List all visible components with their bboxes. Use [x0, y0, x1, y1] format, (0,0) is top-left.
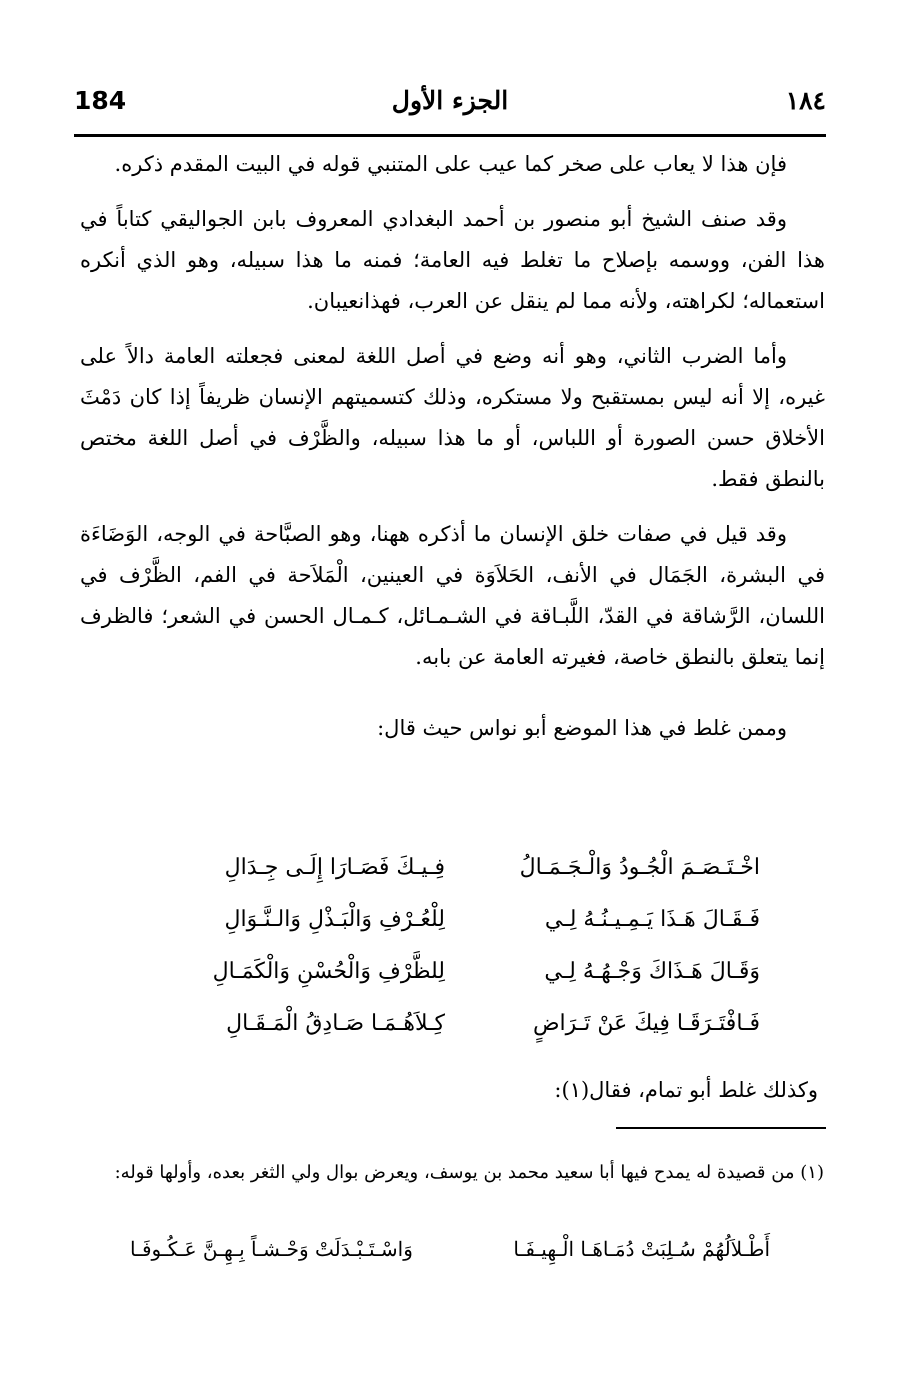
verse-second-hemistich: وَاسْـتَـبْـدَلَتْ وَحْـشـاً بِـهِـنَّ عَـكُـوفَـا: [130, 1237, 413, 1261]
verse-second-hemistich: لِلْعُـرْفِ وَالْبَـذْلِ وَالـنَّـوَالِ: [224, 907, 445, 932]
verse-first-hemistich: فَـافْتَـرَقَـا فِيكَ عَنْ تَـرَاضٍ: [532, 1011, 760, 1036]
page-number-latin: 184: [74, 86, 127, 115]
verse-second-hemistich: فِـيـكَ فَصَـارَا إِلَـى جِـدَالِ: [224, 855, 445, 880]
page-number-arabic: ١٨٤: [785, 86, 826, 115]
verse-line: [160, 998, 760, 1050]
paragraph: وممن غلط في هذا الموضع أبو نواس حيث قال:: [377, 716, 787, 740]
main-text: [80, 144, 825, 763]
footnote-rule: [616, 1127, 826, 1129]
paragraph: وقد قيل في صفات خلق الإنسان ما أذكره ههنا، وهو الصبَّاحة في الوجه، الوَضَاءَة في البشرة، الجَمَال في الأنف، الحَلاَوَة في العينين، الْمَلاَحة في الفم، الظَّرْف في اللسان، الرَّشاقة في القدّ، اللَّبـاقة في الشـمـائل، كـمـال الحسن في الشعر؛ فالظرف إنما يتعلق بالنطق خاصة، فغيرته العامة عن بابه.: [80, 522, 825, 669]
poem: [160, 842, 760, 1050]
page-title: الجزء الأول: [391, 86, 509, 115]
header-rule: [74, 134, 826, 137]
page-header: [74, 86, 826, 126]
verse-line: [160, 946, 760, 998]
paragraph: وكذلك غلط أبو تمام، فقال(١):: [554, 1078, 818, 1102]
verse-second-hemistich: كِـلاَهُـمَـا صَـادِقُ الْمَـقَـالِ: [226, 1011, 445, 1036]
paragraph: وقد صنف الشيخ أبو منصور بن أحمد البغدادي المعروف بابن الجواليقي كتاباً في هذا الفن، ووسمه بإصلاح ما تغلط فيه العامة؛ فمنه ما هذا سبيله، وهو الذي أنكره استعماله؛ لكراهته، ولأنه مما لم ينقل عن العرب، فهذانعيبان.: [80, 207, 825, 313]
verse-first-hemistich: اخْـتَـصَـمَ الْجُـودُ وَالْـجَـمَـالُ: [519, 855, 760, 880]
verse-first-hemistich: وَقَـالَ هَـذَاكَ وَجْـهُـهُ لِـي: [544, 959, 760, 984]
verse-second-hemistich: لِلظَّرْفِ وَالْحُسْنِ وَالْكَمَـالِ: [212, 959, 445, 984]
verse-first-hemistich: فَـقَـالَ هَـذَا يَـمِـيـنُـهُ لِـي: [544, 907, 760, 932]
verse-line: [160, 842, 760, 894]
verse-first-hemistich: أَطْـلاَلُهُمْ سُـلِبَتْ دُمَـاهَـا الْـهِيـفَـا: [513, 1237, 770, 1261]
footnote: (١) من قصيدة له يمدح فيها أبا سعيد محمد بن يوسف، ويعرض بوال ولي الثغر بعده، وأولها قوله:: [114, 1162, 824, 1183]
verse-line: [160, 894, 760, 946]
paragraph: فإن هذا لا يعاب على صخر كما عيب على المتنبي قوله في البيت المقدم ذكره.: [114, 152, 787, 176]
paragraph: وأما الضرب الثاني، وهو أنه وضع في أصل اللغة لمعنى فجعلته العامة دالاً على غيره، إلا أنه ليس بمستقبح ولا مستكره، وذلك كتسميتهم الإنسان ظريفاً إذا كان دَمْثَ الأخلاق حسن الصورة أو اللباس، أو ما هذا سبيله، والظَّرْف في أصل اللغة مختص بالنطق فقط.: [80, 344, 825, 491]
footnote-verse: [130, 1237, 770, 1261]
